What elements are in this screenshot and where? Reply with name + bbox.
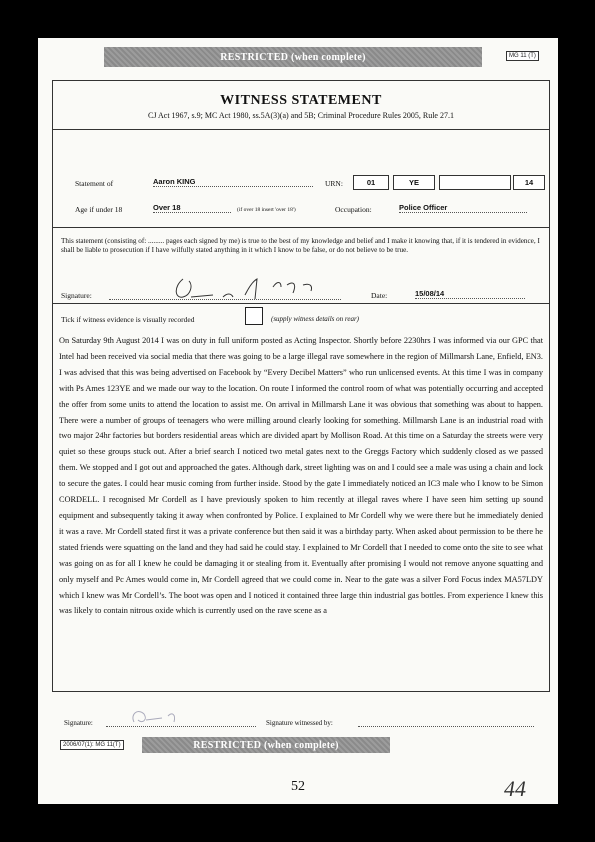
age-label: Age if under 18 — [75, 205, 123, 214]
form-title: WITNESS STATEMENT — [220, 93, 382, 108]
form-reference-top: MG 11 (T) — [506, 51, 539, 61]
age-note: (if over 18 insert 'over 18') — [237, 207, 296, 213]
urn-box-3 — [439, 175, 511, 190]
statement-body: On Saturday 9th August 2014 I was on duty in full uniform posted as Acting Inspector. Shortly before 2230hrs I was informed via our GPC that Intel had been received via social media that there was going to be a large illegal rave somewhere in the region of Millmarsh Lane, Enfield, EN3. I was advised that this was being advertised on Facebook by “Every Decibel Matters” who run unlicensed events. At this time I was in company with Ps Ames 123YE and we made our way to the location. On route I informed the control room of what was potentially occurring and accepted the offer from some units to attend the location to assist me. On arrival in Millmarsh Lane it was obvious that something was about to happen. There were a number of groups of teenagers who were milling around clearly looking for something. Millmarsh Lane is an industrial road with two major 24hr factories but borders residential areas which are divided apart by Mollison Road. At this time on a Saturday the streets were very quiet so these groups stuck out. After a brief search I noticed two metal gates next to the Greggs Factory which suddenly closed as we passed them. We stopped and I got out and approached the gates. Although dark, street lighting was on and I could see a male was using a chain and lock to secure the gates. I could hear music coming from further inside. Stood by the gate I immediately noticed an IC3 male who I know to be Simon CORDELL. I recognised Mr Cordell as I have previously spoken to him recently at illegal raves where I have seen him setting up sound equipment and subsequently taking it away when confronted by Police. I explained to Mr Cordell why we were there but he immediately denied it was a rave. Mr Cordell stated first it was a private conference but then said it was a birthday party. When asked about permission to be there he stated friends were squatting on the land and they had said he could stay. I explained to Mr Cordell that I needed to come onto the site to see what was going on as for all I knew he could be damaging it or stealing from it. Eventually after promising I would not remove anyone squatting and only myself and Pc Ames would come in, Mr Cordell agreed that we could come in. Near to the gate was a silver Ford Focus index MA57LDY which I knew was Mr Cordell’s. The boot was open and I noticed it contained three large thin industrial gas bottles. From experience I knew this was likely to contain nitrous oxide which is currently used on the rave scene as a — [59, 336, 543, 616]
statement-form — [52, 80, 550, 692]
occupation-label: Occupation: — [335, 205, 372, 214]
legislation-line: CJ Act 1967, s.9; MC Act 1980, ss.5A(3)(a) and 5B; Criminal Procedure Rules 2005, Rule 27.1 — [148, 111, 454, 120]
footer-witnessed-label: Signature witnessed by: — [266, 719, 333, 727]
urn-box-1: 01 — [353, 175, 389, 190]
declaration-text: This statement (consisting of: ......... pages each signed by me) is true to the best of my knowledge and belief and I make it knowing that, if it is tendered in evidence, I shall be liable to prosecution if I have wilfully stated anything in it which I know to be false, or do not believe to be true. — [61, 237, 540, 254]
header-divider — [53, 129, 549, 130]
form-reference-bottom: 2006/07(1): MG 11(T) — [60, 740, 124, 750]
date-value: 15/08/14 — [415, 289, 525, 299]
signature-label: Signature: — [61, 291, 92, 300]
urn-label: URN: — [325, 179, 343, 188]
page-number: 52 — [291, 779, 305, 794]
tick-note: (supply witness details on rear) — [271, 315, 360, 323]
tick-label: Tick if witness evidence is visually recorded — [61, 315, 195, 324]
signature-divider — [53, 303, 549, 304]
footer-witnessed-line — [358, 726, 534, 727]
statement-of-label: Statement of — [75, 179, 114, 188]
statement-page — [38, 38, 558, 804]
footer-signature-label: Signature: — [64, 719, 93, 727]
urn-box-4: 14 — [513, 175, 545, 190]
visual-record-checkbox[interactable] — [245, 307, 263, 325]
footer-initials-signature — [124, 706, 204, 728]
details-divider — [53, 227, 549, 228]
handwritten-signature — [153, 273, 343, 305]
witness-name: Aaron KING — [153, 177, 313, 187]
handwritten-page-number: 44 — [504, 776, 526, 801]
restricted-banner-bottom: RESTRICTED (when complete) — [142, 737, 390, 753]
age-value: Over 18 — [153, 203, 231, 213]
occupation-value: Police Officer — [399, 203, 527, 213]
date-label: Date: — [371, 291, 388, 300]
urn-box-2: YE — [393, 175, 435, 190]
restricted-banner-top: RESTRICTED (when complete) — [104, 47, 482, 67]
